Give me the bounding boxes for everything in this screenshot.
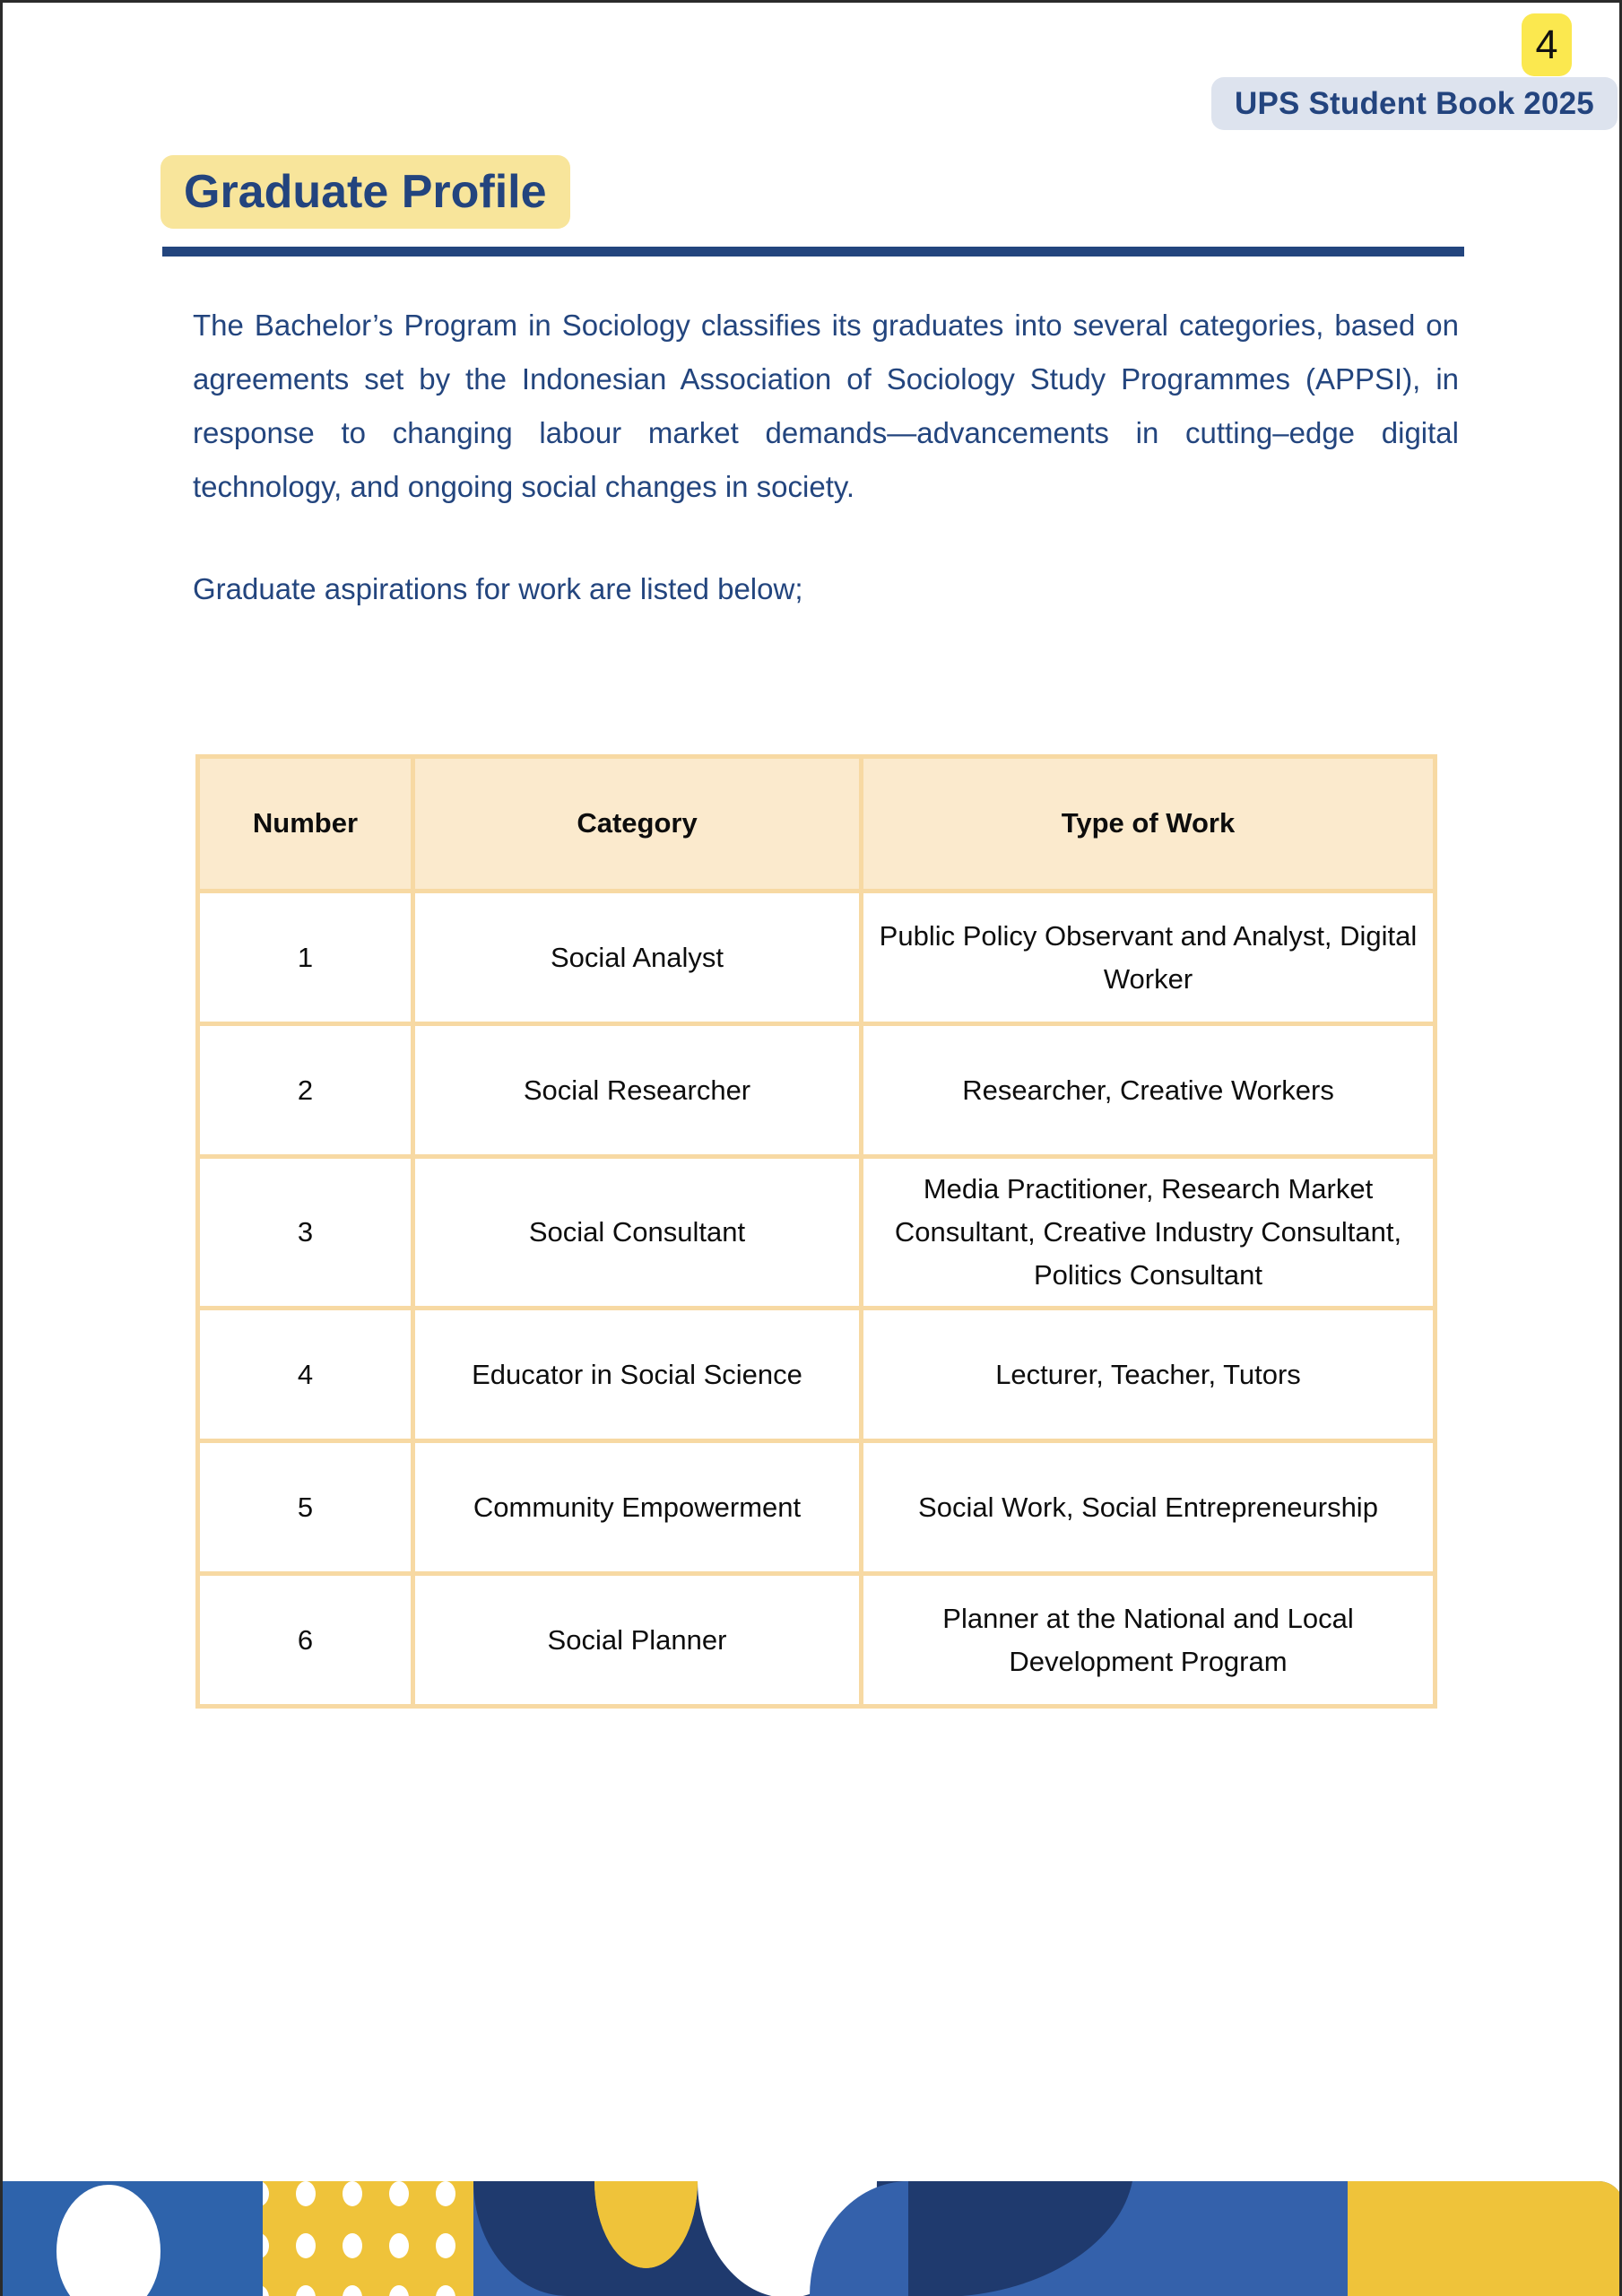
page-number-badge: 4: [1522, 13, 1572, 76]
table-row: [198, 1157, 1436, 1309]
body-text-block: [193, 299, 1459, 616]
cell-category: Educator in Social Science: [413, 1309, 862, 1441]
cell-type-of-work: Researcher, Creative Workers: [862, 1024, 1436, 1157]
cell-type-of-work: Planner at the National and Local Development Program: [862, 1574, 1436, 1707]
cell-category: Social Analyst: [413, 891, 862, 1024]
table-row: [198, 1024, 1436, 1157]
book-title-chip: UPS Student Book 2025: [1211, 77, 1618, 130]
intro-paragraph: The Bachelor’s Program in Sociology classifies its graduates into several categories, based on agreements set by the Indonesian Association of Sociology Study Programmes (APPSI), in response to changing labour market demands—advancements in cutting–edge digital technology, and ongoing social changes in society.: [193, 309, 1459, 503]
page-title: Graduate Profile: [160, 155, 570, 229]
column-header-number: Number: [198, 757, 413, 891]
table-body: [198, 891, 1436, 1707]
cell-number: 2: [198, 1024, 413, 1157]
aspirations-lead-in: Graduate aspirations for work are listed below;: [193, 572, 803, 605]
cell-type-of-work: Media Practitioner, Research Market Consultant, Creative Industry Consultant, Politics Consultant: [862, 1157, 1436, 1309]
cell-number: 4: [198, 1309, 413, 1441]
table-head: [198, 757, 1436, 891]
cell-category: Social Consultant: [413, 1157, 862, 1309]
table-header-row: [198, 757, 1436, 891]
graduate-aspirations-table-wrapper: [195, 754, 1433, 1709]
cell-number: 5: [198, 1441, 413, 1574]
table-row: [198, 1309, 1436, 1441]
cell-category: Social Planner: [413, 1574, 862, 1707]
cell-number: 6: [198, 1574, 413, 1707]
footer-pattern-svg: [3, 2181, 1622, 2296]
footer-decoration: [3, 2181, 1622, 2296]
paragraph-spacer: [193, 514, 1459, 562]
table-row: [198, 1574, 1436, 1707]
title-divider-rule: [162, 247, 1464, 257]
cell-category: Social Researcher: [413, 1024, 862, 1157]
column-header-category: Category: [413, 757, 862, 891]
table-row: [198, 891, 1436, 1024]
cell-type-of-work: Lecturer, Teacher, Tutors: [862, 1309, 1436, 1441]
cell-number: 1: [198, 891, 413, 1024]
cell-category: Community Empowerment: [413, 1441, 862, 1574]
column-header-type-of-work: Type of Work: [862, 757, 1436, 891]
cell-type-of-work: Social Work, Social Entrepreneurship: [862, 1441, 1436, 1574]
cell-type-of-work: Public Policy Observant and Analyst, Digital Worker: [862, 891, 1436, 1024]
graduate-aspirations-table: [195, 754, 1437, 1709]
table-row: [198, 1441, 1436, 1574]
cell-number: 3: [198, 1157, 413, 1309]
